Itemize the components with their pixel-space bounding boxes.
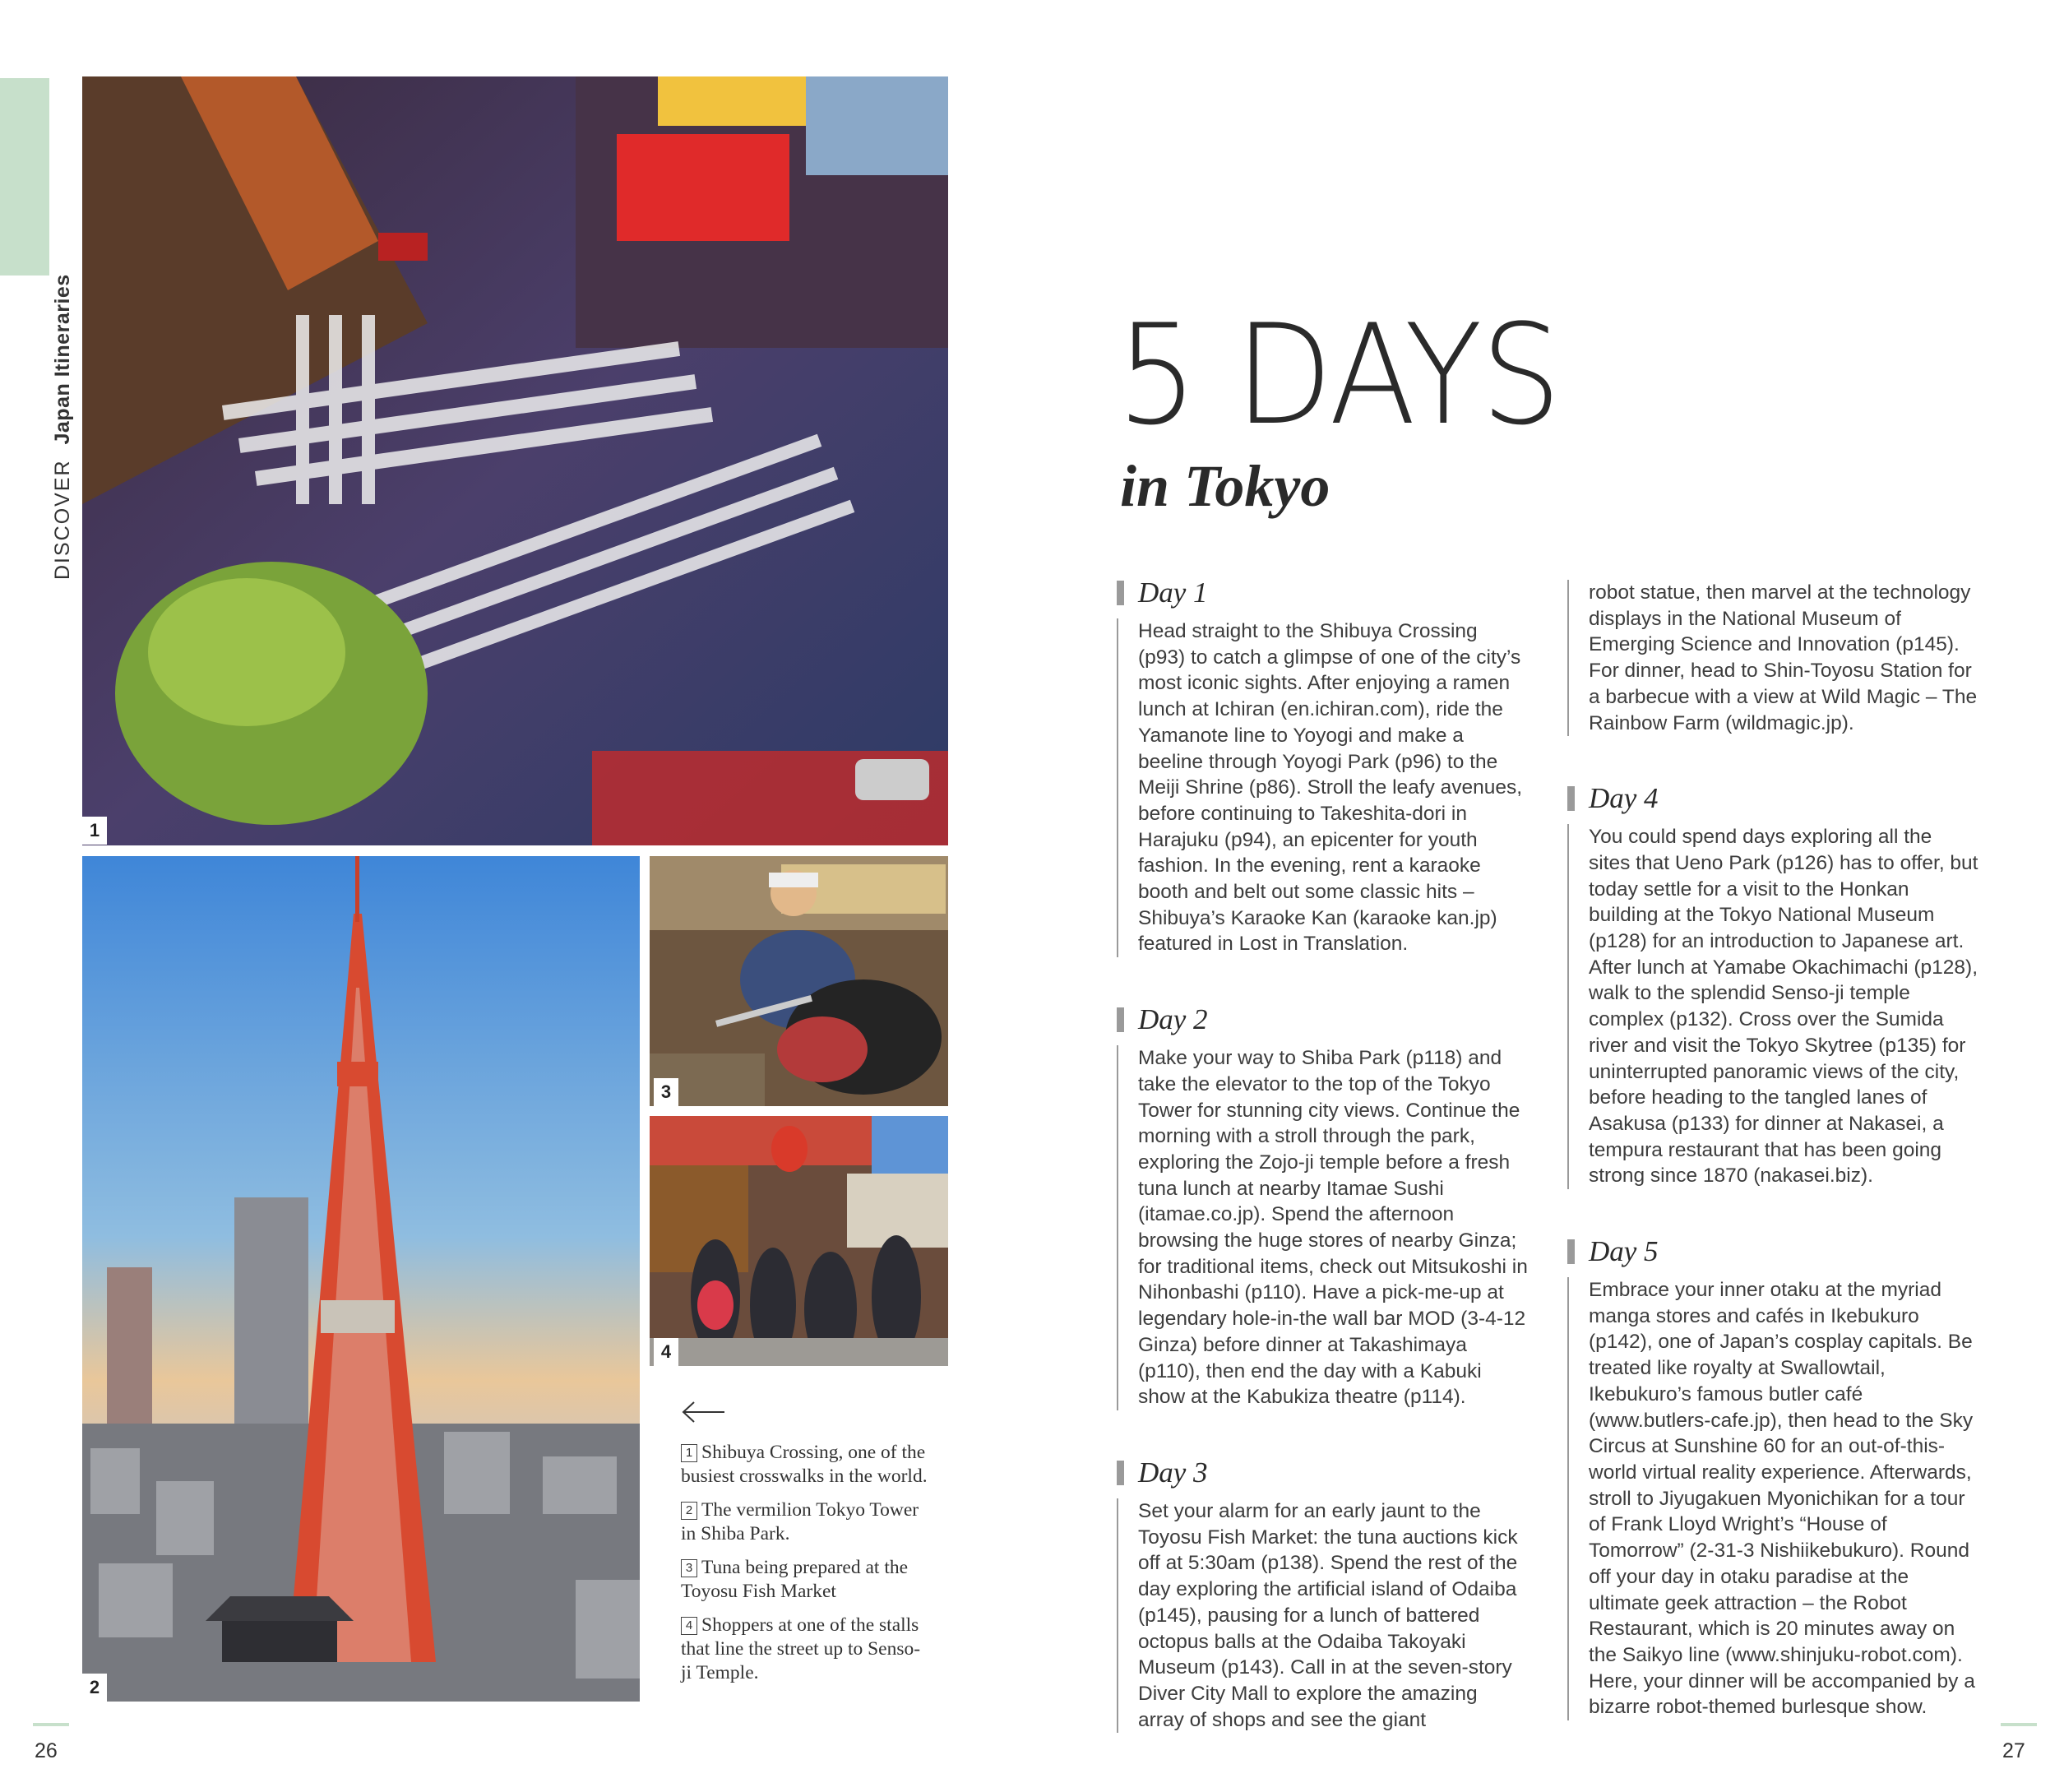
photo-number-4: 4 — [654, 1338, 678, 1366]
caption-text: The vermilion Tokyo Tower in Shiba Park. — [681, 1499, 919, 1544]
day-4-text: You could spend days exploring all the sites that Ueno Park (p126) has to offer, but today settle for a visit to the Honkan building at the Tokyo National Museum (p128) for an introduction to Japanese art. After lunch at Yamabe Okachimachi (p128), walk to the splendid Senso-ji temple complex (p132). Cross over the Sumida river and visit the Tokyo Skytree (p135) for uninterrupted panoramic views of the city, before heading to the tangled lanes of Asakusa (p133) for dinner at Nakasei, a tempura restaurant that has been going strong since 1870 (nakasei.biz). — [1567, 824, 1978, 1189]
caption-text: Shoppers at one of the stalls that line the street up to Senso-ji Temple. — [681, 1614, 921, 1683]
day-4-heading: Day 4 — [1567, 781, 1978, 816]
page-title: 5 DAYS — [1117, 294, 1560, 456]
photo-tokyo-tower — [82, 856, 640, 1702]
captions — [681, 1441, 928, 1695]
photo-number-3: 3 — [654, 1078, 678, 1106]
caption-1 — [681, 1441, 928, 1489]
caption-3 — [681, 1556, 928, 1604]
caption-number: 3 — [681, 1559, 697, 1577]
photo-shibuya-crossing — [82, 76, 948, 845]
caption-2 — [681, 1498, 928, 1546]
day-5-heading: Day 5 — [1567, 1234, 1978, 1269]
page-number-left: 26 — [35, 1739, 58, 1762]
sidebar-color-tab — [0, 78, 49, 276]
sidebar-label — [51, 274, 75, 580]
photo-senso-ji-shoppers — [650, 1116, 948, 1366]
page-subtitle: in Tokyo — [1120, 453, 1330, 519]
day-1-text: Head straight to the Shibuya Crossing (p93) to catch a glimpse of one of the city’s most iconic sights. After enjoying a ramen lunch at Ichiran (en.ichiran.com), ride the Yamanote line to Yoyogi and make a beeline through Yoyogi Park (p96) to the Meiji Shrine (p86). Stroll the leafy avenues, before continuing to Takeshita-dori in Harajuku (p94), an epicenter for youth fashion. In the evening, rent a karaoke booth and belt out some classic hits – Shibuya’s Karaoke Kan (karaoke kan.jp) featured in Lost in Translation. — [1117, 618, 1528, 957]
text-column-right — [1567, 580, 1978, 1720]
photo-number-2: 2 — [82, 1674, 107, 1702]
arrow-left-icon — [681, 1400, 726, 1424]
day-2-text: Make your way to Shiba Park (p118) and take the elevator to the top of the Tokyo Tower for stunning city views. Continue the morning with a stroll through the park, exploring the Zojo-ji temple before a fresh tuna lunch at nearby Itamae Sushi (itamae.co.jp). Spend the afternoon browsing the huge stores of nearby Ginza; for traditional items, check out Mitsukoshi in Nihonbashi (p110). Have a pick-me-up at legendary hole-in-the wall bar MOD (3-4-12 Ginza) before dinner at Takashimaya (p110), then end the day with a Kabuki show at the Kabukiza theatre (p114). — [1117, 1045, 1528, 1410]
caption-text: Shibuya Crossing, one of the busiest crosswalks in the world. — [681, 1442, 928, 1487]
sidebar-section: DISCOVER — [51, 459, 74, 580]
caption-number: 2 — [681, 1502, 697, 1520]
day-3-text: Set your alarm for an early jaunt to the Toyosu Fish Market: the tuna auctions kick off at 5:30am (p138). Spend the rest of the day exploring the artificial island of Odaiba (p145), pausing for a lunch of battered octopus balls at the Odaiba Takoyaki Museum (p143). Call in at the seven-story Diver City Mall to explore the amazing array of shops and see the giant — [1117, 1498, 1528, 1733]
caption-text: Tuna being prepared at the Toyosu Fish Market — [681, 1557, 909, 1602]
sidebar-chapter: Japan Itineraries — [51, 274, 74, 445]
caption-number: 4 — [681, 1617, 697, 1635]
day-3-heading: Day 3 — [1117, 1456, 1528, 1490]
day-5-text: Embrace your inner otaku at the myriad manga stores and cafés in Ikebukuro (p142), one of Japan’s cosplay capitals. Be treated like royalty at Swallowtail, Ikebukuro’s famous butler café (www.butlers-cafe.jp), then head to the Sky Circus at Sunshine 60 for an out-of-this-world virtual reality experience. Afterwards, stroll to Jiyugakuen Myonichikan for a tour of Frank Lloyd Wright’s “House of Tomorrow” (2-31-3 Nishiikebukuro). Round off your day in otaku paradise at the ultimate geek attraction – the Robot Restaurant, which is 20 minutes away on the Saikyo line (www.shinjuku-robot.com). Here, your dinner will be accompanied by a bizarre robot-themed burlesque show. — [1567, 1277, 1978, 1720]
photo-tuna — [650, 856, 948, 1106]
photo-number-1: 1 — [82, 817, 107, 845]
day-2-heading: Day 2 — [1117, 1003, 1528, 1037]
page-number-right: 27 — [2002, 1739, 2025, 1762]
caption-4 — [681, 1614, 928, 1685]
day-1-heading: Day 1 — [1117, 576, 1528, 610]
text-column-left — [1117, 576, 1528, 1733]
day-3-text-continued: robot statue, then marvel at the technology displays in the National Museum of Emerging Science and Innovation (p145). For dinner, head to Shin-Toyosu Station for a barbecue with a view at Wild Magic – The Rainbow Farm (wildmagic.jp). — [1567, 580, 1978, 736]
caption-number: 1 — [681, 1444, 697, 1462]
